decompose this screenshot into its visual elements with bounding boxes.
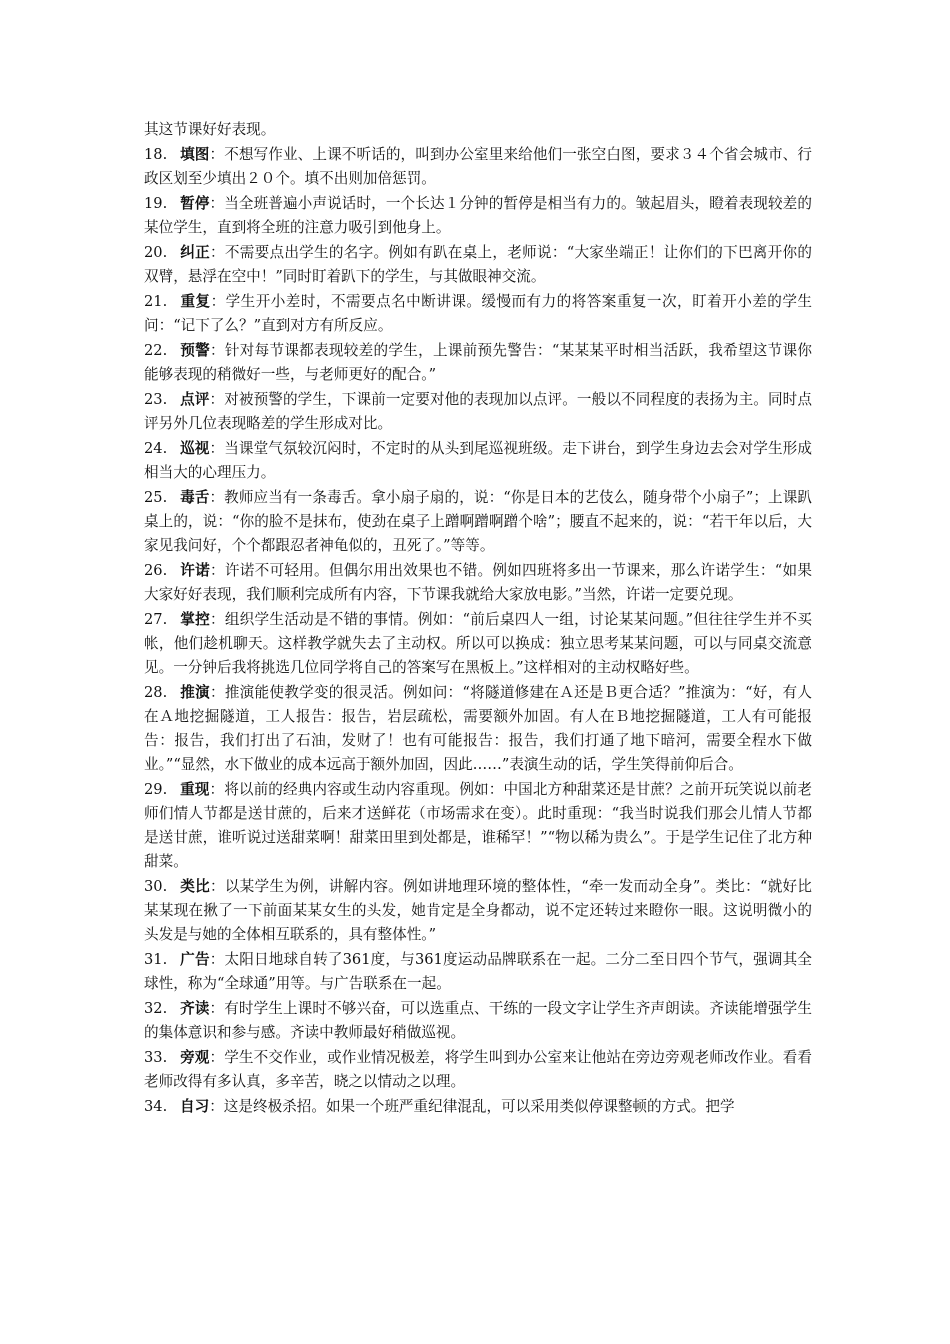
item-text: ：许诺不可轻用。但偶尔用出效果也不错。例如四班将多出一节课来，那么许诺学生：“如果大家好好表现，我们顺利完成所有内容，下节课我就给大家放电影。”当然，许诺一定要兑现。 — [144, 562, 812, 603]
list-item — [144, 192, 812, 240]
item-number: 18. — [144, 146, 168, 163]
item-text: ：学生开小差时，不需要点名中断讲课。缓慢而有力的将答案重复一次，盯着开小差的学生问：“记下了么？”直到对方有所反应。 — [144, 293, 812, 334]
item-number: 29. — [144, 781, 168, 798]
item-term: 点评 — [180, 391, 210, 408]
item-term: 重复 — [180, 293, 211, 310]
item-term: 巡视 — [180, 440, 210, 457]
item-number: 23. — [144, 391, 168, 408]
item-term: 暂停 — [180, 195, 210, 212]
item-term: 推演 — [180, 684, 210, 701]
item-number: 33. — [144, 1049, 168, 1066]
item-text: ：不想写作业、上课不听话的，叫到办公室里来给他们一张空白图，要求３４个省会城市、行政区划至少填出２０个。填不出则加倍惩罚。 — [144, 146, 812, 187]
list-item — [144, 437, 812, 485]
item-number: 21. — [144, 293, 168, 310]
item-term: 许诺 — [180, 562, 210, 579]
item-text: ：不需要点出学生的名字。例如有趴在桌上，老师说：“大家坐端正！让你们的下巴离开你的双臂，悬浮在空中！”同时盯着趴下的学生，与其做眼神交流。 — [144, 244, 812, 285]
item-text: ：当课堂气氛较沉闷时，不定时的从头到尾巡视班级。走下讲台，到学生身边去会对学生形成相当大的心理压力。 — [144, 440, 812, 481]
list-item — [144, 778, 812, 874]
item-text: ：组织学生活动是不错的事情。例如：“前后桌四人一组，讨论某某问题。”但往往学生并不买帐，他们趁机聊天。这样教学就失去了主动权。所以可以换成：独立思考某某问题，可以与同桌交流意见。一分钟后我将挑选几位同学将自己的答案写在黑板上。”这样相对的主动权略好些。 — [144, 611, 812, 676]
list-item — [144, 486, 812, 558]
item-text: ：当全班普遍小声说话时，一个长达１分钟的暂停是相当有力的。皱起眉头，瞪着表现较差的某位学生，直到将全班的注意力吸引到他身上。 — [144, 195, 812, 236]
list-item — [144, 1046, 812, 1094]
item-term: 旁观 — [180, 1049, 210, 1066]
item-text: ：推演能使教学变的很灵活。例如问：“将隧道修建在Ａ还是Ｂ更合适？”推演为：“好，有人在Ａ地挖掘隧道，工人报告：报告，岩层疏松，需要额外加固。有人在Ｂ地挖掘隧道，工人有可能报告：报告，我们打出了石油，发财了！也有可能报告：报告，我们打通了地下暗河，需要全程水下做业。”“显然，水下做业的成本远高于额外加固，因此……”表演生动的话，学生笑得前仰后合。 — [144, 684, 812, 773]
item-text: ：太阳日地球自转了361度，与361度运动品牌联系在一起。二分二至日四个节气，强调其全球性，称为“全球通”用等。与广告联系在一起。 — [144, 951, 812, 992]
item-term: 齐读 — [180, 1000, 210, 1017]
item-term: 类比 — [180, 878, 210, 895]
list-item — [144, 681, 812, 777]
item-number: 19. — [144, 195, 168, 212]
item-number: 25. — [144, 489, 168, 506]
item-number: 28. — [144, 684, 168, 701]
item-number: 30. — [144, 878, 168, 895]
item-text: ：针对每节课都表现较差的学生，上课前预先警告：“某某某平时相当活跃，我希望这节课你能够表现的稍微好一些，与老师更好的配合。” — [144, 342, 812, 383]
item-term: 自习 — [180, 1098, 210, 1115]
item-text: ：学生不交作业，或作业情况极差，将学生叫到办公室来让他站在旁边旁观老师改作业。看看老师改得有多认真，多辛苦，晓之以情动之以理。 — [144, 1049, 812, 1090]
document-body — [144, 118, 812, 1120]
item-text: ：将以前的经典内容或生动内容重现。例如：中国北方种甜菜还是甘蔗？之前开玩笑说以前老师们情人节都是送甘蔗的，后来才送鲜花（市场需求在变）。此时重现：“我当时说我们那会儿情人节都是送甘蔗，谁听说过送甜菜啊！甜菜田里到处都是，谁稀罕！”“物以稀为贵么”。于是学生记住了北方种甜菜。 — [144, 781, 812, 870]
list-item — [144, 875, 812, 947]
item-term: 毒舌 — [180, 489, 210, 506]
item-term: 纠正 — [180, 244, 210, 261]
item-number: 20. — [144, 244, 168, 261]
list-item — [144, 948, 812, 996]
item-text: ：这是终极杀招。如果一个班严重纪律混乱，可以采用类似停课整顿的方式。把学 — [209, 1098, 735, 1115]
list-item — [144, 339, 812, 387]
list-item — [144, 388, 812, 436]
item-term: 重现 — [180, 781, 210, 798]
item-term: 掌控 — [180, 611, 210, 628]
item-number: 34. — [144, 1098, 168, 1115]
list-item — [144, 1095, 812, 1119]
list-item — [144, 608, 812, 680]
item-text: ：有时学生上课时不够兴奋，可以选重点、干练的一段文字让学生齐声朗读。齐读能增强学生的集体意识和参与感。齐读中教师最好稍做巡视。 — [144, 1000, 812, 1041]
item-number: 31. — [144, 951, 168, 968]
item-text: ：以某学生为例，讲解内容。例如讲地理环境的整体性，“牵一发而动全身”。类比：“就好比某某现在揪了一下前面某某女生的头发，她肯定是全身都动，说不定还转过来瞪你一眼。这说明微小的头发是与她的全体相互联系的，具有整体性。” — [144, 878, 812, 943]
item-text: ：对被预警的学生，下课前一定要对他的表现加以点评。一般以不同程度的表扬为主。同时点评另外几位表现略差的学生形成对比。 — [144, 391, 812, 432]
tips-list — [144, 143, 812, 1119]
list-item — [144, 290, 812, 338]
list-item — [144, 143, 812, 191]
item-number: 32. — [144, 1000, 168, 1017]
item-term: 预警 — [180, 342, 210, 359]
list-item — [144, 997, 812, 1045]
item-text: ：教师应当有一条毒舌。拿小扇子扇的，说：“你是日本的艺伎么，随身带个小扇子”；上课趴桌上的，说：“你的脸不是抹布，使劲在桌子上蹭啊蹭啊蹭个啥”；腰直不起来的，说：“若干年以后，大家见我问好，个个都跟忍者神龟似的，丑死了。”等等。 — [144, 489, 812, 554]
list-item — [144, 241, 812, 289]
item-number: 27. — [144, 611, 168, 628]
item-number: 24. — [144, 440, 168, 457]
item-term: 广告 — [180, 951, 210, 968]
list-item — [144, 559, 812, 607]
item-number: 22. — [144, 342, 168, 359]
item-term: 填图 — [180, 146, 210, 163]
item-number: 26. — [144, 562, 168, 579]
intro-line: 其这节课好好表现。 — [144, 121, 276, 138]
